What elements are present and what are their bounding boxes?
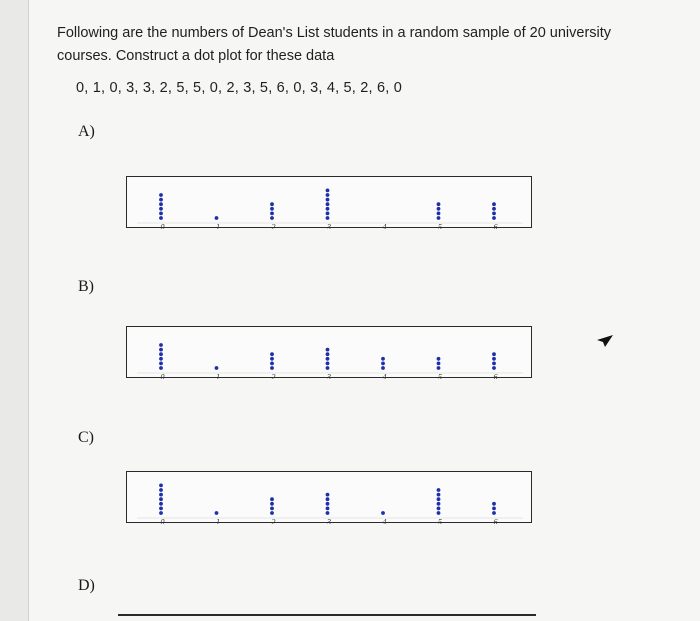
dot-mark bbox=[270, 362, 274, 366]
dot-mark bbox=[270, 207, 274, 211]
dot-mark bbox=[159, 352, 163, 356]
data-values: 0, 1, 0, 3, 3, 2, 5, 5, 0, 2, 3, 5, 6, 0, 3, 4, 5, 2, 6, 0 bbox=[76, 80, 402, 96]
option-d-plot-edge bbox=[118, 614, 536, 616]
dot-mark bbox=[326, 189, 330, 193]
dot-mark bbox=[326, 216, 330, 220]
dot-mark bbox=[492, 366, 496, 370]
dot-mark bbox=[492, 502, 496, 506]
dot-mark bbox=[326, 193, 330, 197]
dot-mark bbox=[159, 212, 163, 216]
dot-mark bbox=[437, 357, 441, 361]
dot-plot-svg bbox=[127, 327, 533, 379]
dot-mark bbox=[270, 502, 274, 506]
dot-mark bbox=[326, 348, 330, 352]
dot-mark bbox=[326, 202, 330, 206]
dot-mark bbox=[215, 216, 219, 220]
dot-mark bbox=[492, 212, 496, 216]
dot-plot-svg bbox=[127, 472, 533, 524]
dot-mark bbox=[159, 207, 163, 211]
dot-plot-a[interactable] bbox=[126, 176, 532, 228]
dot-mark bbox=[270, 352, 274, 356]
dot-mark bbox=[437, 507, 441, 511]
dot-mark bbox=[159, 493, 163, 497]
dot-mark bbox=[437, 493, 441, 497]
dot-mark bbox=[492, 207, 496, 211]
tick-label: 5 bbox=[438, 517, 442, 524]
tick-label: 1 bbox=[216, 372, 220, 379]
tick-label: 2 bbox=[271, 372, 276, 379]
dot-mark bbox=[326, 366, 330, 370]
dot-mark bbox=[326, 362, 330, 366]
dot-mark bbox=[159, 484, 163, 488]
arrow-cursor-icon bbox=[596, 334, 614, 348]
tick-label: 5 bbox=[438, 372, 442, 379]
dot-mark bbox=[270, 357, 274, 361]
dot-mark bbox=[159, 348, 163, 352]
dot-mark bbox=[326, 493, 330, 497]
dot-mark bbox=[270, 511, 274, 515]
dot-plot-b[interactable] bbox=[126, 326, 532, 378]
tick-label: 3 bbox=[327, 517, 331, 524]
dot-mark bbox=[492, 362, 496, 366]
dot-mark bbox=[437, 502, 441, 506]
dot-mark bbox=[326, 507, 330, 511]
dot-mark bbox=[437, 212, 441, 216]
dot-mark bbox=[270, 212, 274, 216]
tick-label: 1 bbox=[216, 222, 220, 229]
dot-mark bbox=[270, 216, 274, 220]
dot-mark bbox=[270, 366, 274, 370]
tick-label: 4 bbox=[382, 372, 387, 379]
dot-mark bbox=[492, 357, 496, 361]
dot-mark bbox=[326, 497, 330, 501]
tick-label: 0 bbox=[160, 222, 165, 229]
tick-label: 6 bbox=[493, 517, 498, 524]
dot-mark bbox=[492, 202, 496, 206]
dot-mark bbox=[159, 497, 163, 501]
dot-mark bbox=[159, 511, 163, 515]
dot-mark bbox=[437, 511, 441, 515]
dot-mark bbox=[437, 366, 441, 370]
dot-mark bbox=[492, 507, 496, 511]
dot-mark bbox=[492, 511, 496, 515]
dot-mark bbox=[437, 488, 441, 492]
tick-label: 6 bbox=[493, 372, 498, 379]
tick-label: 2 bbox=[271, 517, 276, 524]
dot-mark bbox=[215, 366, 219, 370]
dot-mark bbox=[492, 216, 496, 220]
tick-label: 2 bbox=[271, 222, 276, 229]
option-b-label[interactable]: B) bbox=[78, 278, 94, 295]
dot-plot-svg bbox=[127, 177, 533, 229]
dot-mark bbox=[437, 202, 441, 206]
dot-mark bbox=[159, 198, 163, 202]
dot-mark bbox=[159, 216, 163, 220]
dot-mark bbox=[437, 216, 441, 220]
dot-mark bbox=[326, 357, 330, 361]
dot-mark bbox=[381, 511, 385, 515]
dot-mark bbox=[159, 357, 163, 361]
dot-mark bbox=[492, 352, 496, 356]
dot-mark bbox=[215, 511, 219, 515]
dot-mark bbox=[159, 507, 163, 511]
dot-mark bbox=[326, 502, 330, 506]
tick-label: 5 bbox=[438, 222, 442, 229]
tick-label: 3 bbox=[327, 372, 331, 379]
dot-mark bbox=[437, 362, 441, 366]
dot-mark bbox=[326, 207, 330, 211]
dot-mark bbox=[326, 198, 330, 202]
tick-label: 3 bbox=[327, 222, 331, 229]
question-text: Following are the numbers of Dean's List students in a random sample of 20 university courses. Construct a dot plot for these data bbox=[57, 25, 612, 64]
option-d-label[interactable]: D) bbox=[78, 577, 95, 594]
dot-plot-c[interactable] bbox=[126, 471, 532, 523]
dot-mark bbox=[437, 207, 441, 211]
dot-mark bbox=[270, 497, 274, 501]
dot-mark bbox=[326, 352, 330, 356]
dot-mark bbox=[159, 343, 163, 347]
tick-label: 6 bbox=[493, 222, 498, 229]
dot-mark bbox=[326, 212, 330, 216]
option-c-label[interactable]: C) bbox=[78, 429, 94, 446]
tick-label: 0 bbox=[160, 372, 165, 379]
dot-mark bbox=[159, 366, 163, 370]
dot-mark bbox=[326, 511, 330, 515]
tick-label: 1 bbox=[216, 517, 220, 524]
tick-label: 4 bbox=[382, 222, 387, 229]
dot-mark bbox=[159, 362, 163, 366]
dot-mark bbox=[381, 357, 385, 361]
dot-mark bbox=[159, 488, 163, 492]
dot-mark bbox=[159, 193, 163, 197]
dot-mark bbox=[437, 497, 441, 501]
tick-label: 4 bbox=[382, 517, 387, 524]
dot-mark bbox=[381, 366, 385, 370]
dot-mark bbox=[270, 507, 274, 511]
dot-mark bbox=[381, 362, 385, 366]
dot-mark bbox=[270, 202, 274, 206]
option-a-label[interactable]: A) bbox=[78, 123, 95, 140]
dot-mark bbox=[159, 502, 163, 506]
dot-mark bbox=[159, 202, 163, 206]
tick-label: 0 bbox=[160, 517, 165, 524]
